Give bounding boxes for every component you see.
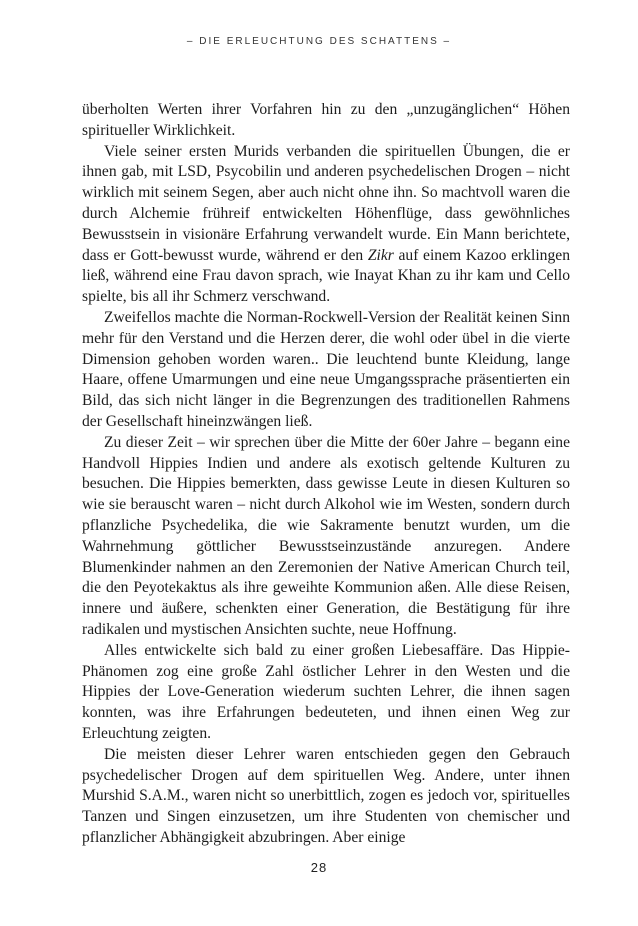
paragraph-2-start: Viele seiner ersten Murids verbanden die spirituellen Übungen, die er ihnen gab, mit LSD, Psycobilin und anderen psychedelischen Drogen – nicht wirklich mit seinem Segen, aber auch nicht ohne ihn. So machtvoll waren die durch Alchemie frühreif entwickelten Höhenflüge, dass gewöhnliches Bewusstsein in visionäre Erfahrung verwandelt wurde. Ein Mann berichtete, dass er Gott-bewusst wurde, während er den <box>82 142 570 264</box>
paragraph-1: überholten Werten ihrer Vorfahren hin zu den „unzugänglichen“ Höhen spiritueller Wirklichkeit. <box>82 101 570 139</box>
paragraph-5: Alles entwickelte sich bald zu einer großen Liebesaffäre. Das Hippie-Phänomen zog eine große Zahl östlicher Lehrer in den Westen und die Hippies der Love-Generation wiederum suchten Lehrer, die ihnen sagen konnten, was ihre Erfahrungen bedeuteten, und ihnen einen Weg zur Erleuchtung zeigten. <box>82 641 570 742</box>
paragraph-3: Zweifellos machte die Norman-Rockwell-Version der Realität keinen Sinn mehr für den Verstand und die Herzen derer, die wohl oder übel in die vierte Dimension gehoben worden waren.. Die leuchtend bunte Kleidung, lange Haare, offene Umarmungen und eine neue Umgangssprache präsentierten ein Bild, das sich nicht länger in die Begrenzungen des traditionellen Rahmens der Gesellschaft hineinzwängen ließ. <box>82 308 570 430</box>
paragraph-4: Zu dieser Zeit – wir sprechen über die Mitte der 60er Jahre – begann eine Handvoll Hippies Indien und andere als exotisch geltende Kulturen zu besuchen. Die Hippies bemerkten, dass gewisse Leute in diesen Kulturen so wie sie berauscht waren – nicht durch Alkohol wie im Westen, sondern durch pflanzliche Psychedelika, die wie Sakramente benutzt wurden, um die Wahrnehmung göttlicher Bewusstseinzustände anzuregen. Andere Blumenkinder nahmen an den Zeremonien der Native American Church teil, die den Peyotekaktus als ihre geweihte Kommunion aßen. Alle diese Reisen, innere und äußere, schenkten einer Generation, die Bestätigung für ihre radikalen und mystischen Ansichten suchte, neue Hoffnung. <box>82 433 570 638</box>
paragraph-2 <box>82 142 570 308</box>
body-text <box>82 100 570 849</box>
paragraph-2-end: auf einem Kazoo erklingen ließ, während eine Frau davon sprach, wie Inayat Khan zu ihr kam und Cello spielte, bis all ihr Schmerz verschwand. <box>82 246 570 306</box>
paragraph-6: Die meisten dieser Lehrer waren entschieden gegen den Gebrauch psychedelischer Drogen auf dem spirituellen Weg. Andere, unter ihnen Murshid S.A.M., waren nicht so unerbittlich, zogen es jedoch vor, spirituelles Tanzen und Singen einzusetzen, um ihre Studenten von chemischer und pflanzlicher Abhängigkeit abzubringen. Aber einige <box>82 745 570 846</box>
running-head: – DIE ERLEUCHTUNG DES SCHATTENS – <box>186 36 452 47</box>
zikr-term: Zikr <box>367 246 394 264</box>
page-number: 28 <box>310 860 328 875</box>
